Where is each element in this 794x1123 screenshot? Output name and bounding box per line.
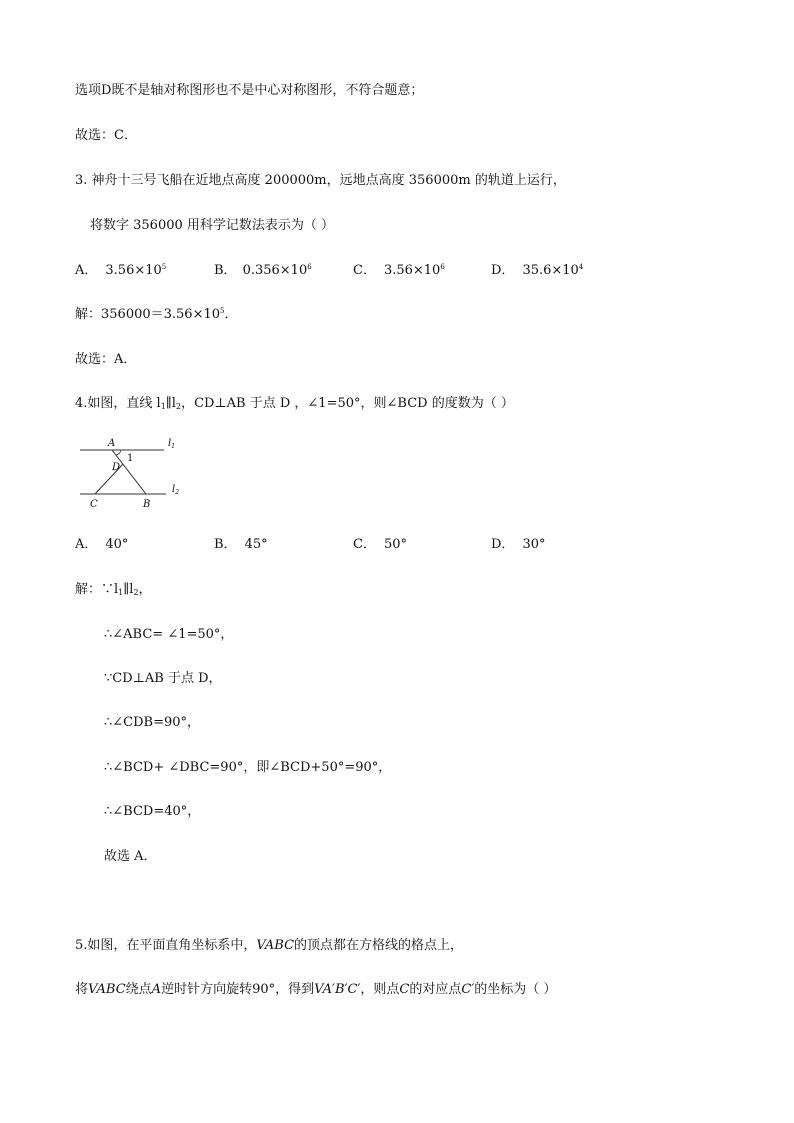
question-5-stem: 5.如图，在平面直角坐标系中，VABC的顶点都在方格线的格点上， [75, 938, 464, 953]
question-3-stem-cont: 将数字 356000 用科学记数法表示为（ ） [90, 218, 335, 233]
q4-option-d: D． 30° [491, 537, 546, 552]
question-5-stem-cont: 将VABC绕点A逆时针方向旋转90°，得到VA′B′C′，则点C的对应点C′的坐标为（ ） [75, 982, 557, 997]
q3-option-c: C． $3.56\times 10^6$ [353, 263, 445, 278]
q3-option-a: A． $3.56\times 10^5$ [75, 263, 167, 278]
question-3-stem: 3. 神舟十三号飞船在近地点高度 200000m，远地点高度 356000m 的轨道上运行， [75, 173, 566, 188]
question-4-stem: 4.如图，直线 $l_1\parallel l_2$，CD⊥AB 于点 D ，∠1=50°，则∠BCD 的度数为（ ） [75, 396, 514, 411]
parallel-lines-figure [74, 434, 194, 514]
q3-answer: 故选：A． [75, 352, 137, 367]
q4-option-a: A． 40° [75, 537, 129, 552]
q4-solution-step-4: ∴∠CDB=90°， [104, 715, 201, 730]
text-line: 故选：C． [75, 128, 137, 143]
q4-option-c: C． 50° [353, 537, 407, 552]
label-l1: $l_1$ [168, 438, 176, 450]
angle-1-arc [116, 450, 121, 455]
q4-solution-step-3: ∵CD⊥AB 于点 D， [104, 671, 222, 686]
label-c: C [90, 499, 98, 510]
label-angle-1: 1 [127, 453, 134, 464]
q4-solution-step-2: ∴∠ABC= ∠1=50°， [104, 627, 234, 642]
q3-option-d: D． $35.6\times 10^4$ [491, 263, 584, 278]
q3-solution: 解：$356000=3.56\times 10^5$． [75, 307, 238, 322]
label-d: D [112, 462, 121, 473]
label-b: B [143, 499, 151, 510]
q3-option-b: B． $0.356\times 10^6$ [214, 263, 312, 278]
q4-solution-step-6: ∴∠BCD=40°， [104, 804, 201, 819]
q4-solution-step-1: 解：$\because l_1\parallel l_2$， [75, 582, 152, 597]
text-line: 选项D既不是轴对称图形也不是中心对称图形，不符合题意； [75, 83, 424, 98]
q4-solution-step-5: ∴∠BCD+ ∠DBC=90°，即∠BCD+50°=90°， [104, 760, 392, 775]
q4-answer: 故选 A． [104, 849, 157, 864]
label-a: A [108, 438, 116, 449]
label-l2: $l_2$ [172, 484, 180, 496]
q4-option-b: B． 45° [214, 537, 268, 552]
